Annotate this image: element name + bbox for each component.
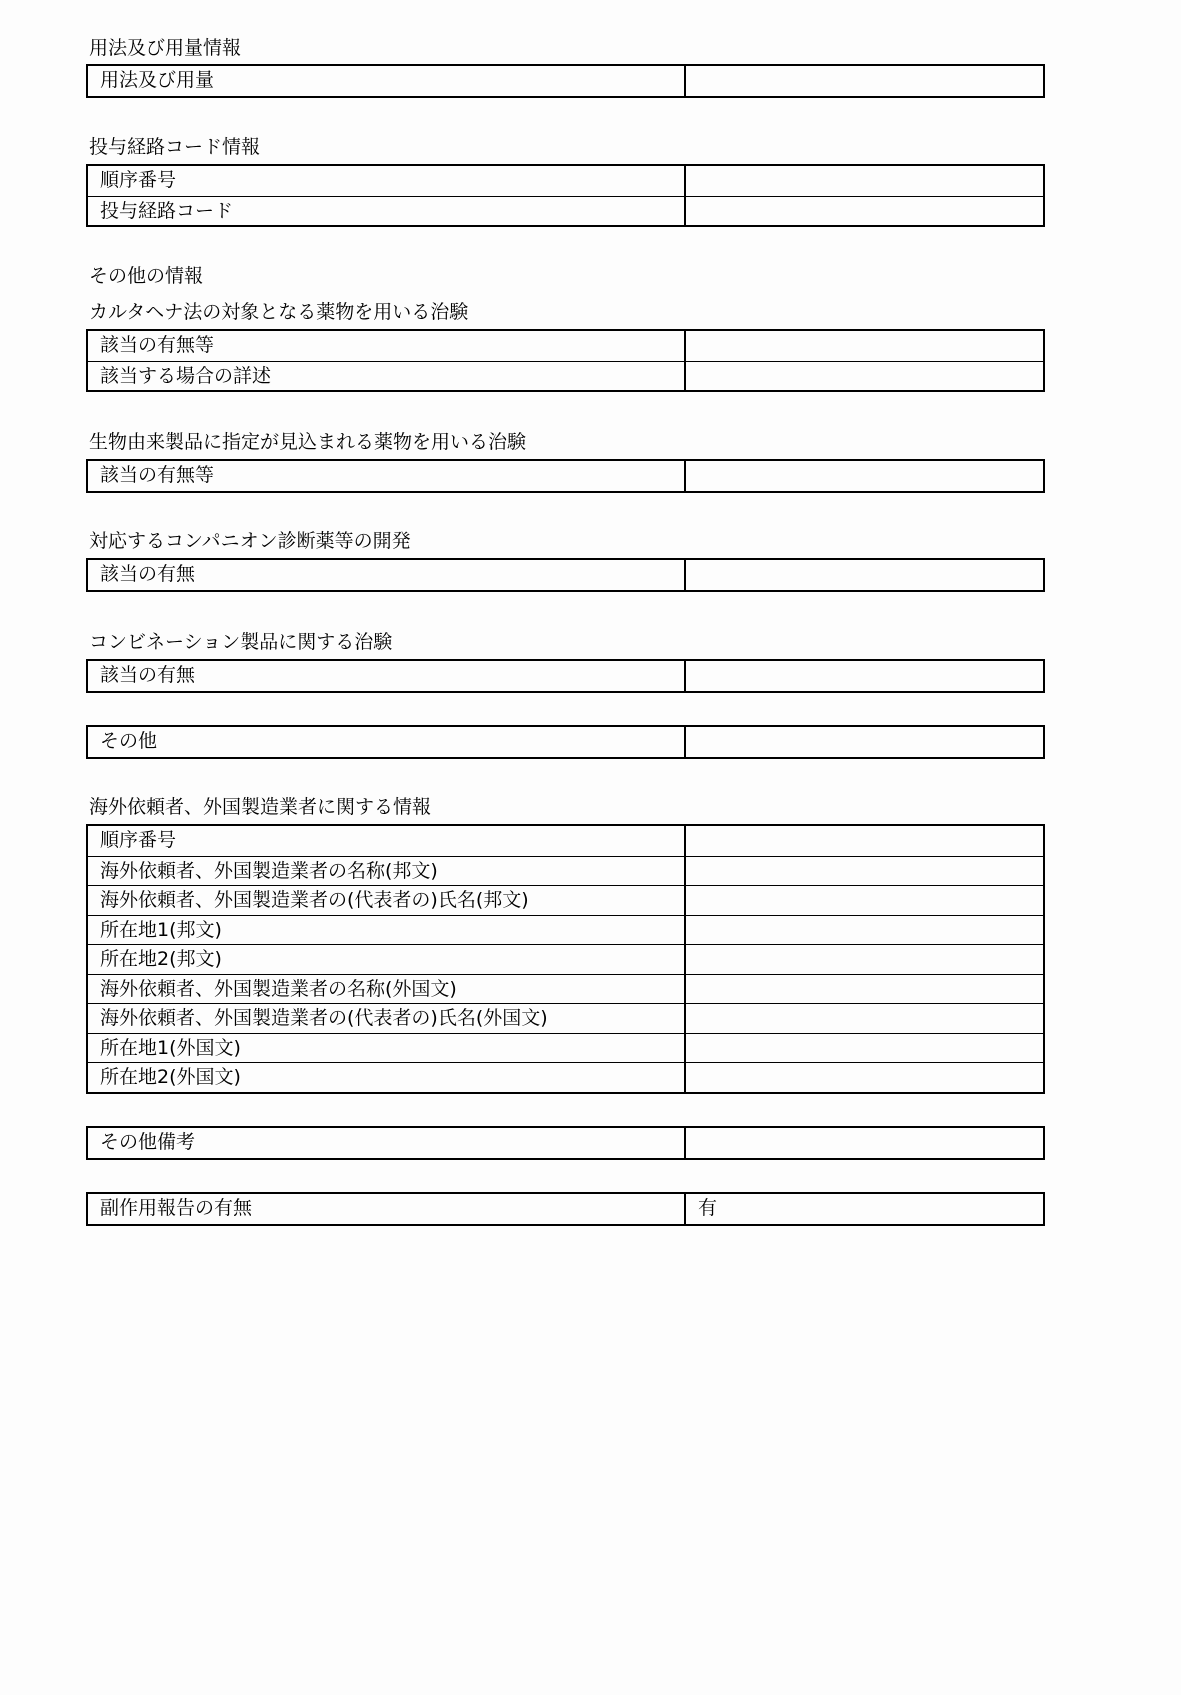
other-info-title: その他の情報 (89, 265, 204, 287)
row-label: 該当の有無 (88, 661, 686, 691)
table-row (88, 944, 1043, 974)
row-label: 用法及び用量 (88, 66, 686, 96)
row-value (686, 1034, 1043, 1063)
row-label: 海外依頼者、外国製造業者の(代表者の)氏名(外国文) (88, 1004, 686, 1033)
remarks-table (86, 1126, 1045, 1160)
table-row (88, 1033, 1043, 1063)
companion-title: 対応するコンパニオン診断薬等の開発 (89, 530, 411, 552)
combination-title: コンビネーション製品に関する治験 (89, 631, 393, 653)
route-code-info-title: 投与経路コード情報 (89, 136, 261, 158)
table-row (88, 196, 1043, 226)
adverse-report-table (86, 1192, 1045, 1226)
table-row (88, 885, 1043, 915)
row-value (686, 66, 1043, 96)
row-label: 所在地1(外国文) (88, 1034, 686, 1063)
table-row (88, 66, 1043, 96)
row-label: 所在地1(邦文) (88, 916, 686, 945)
table-row (88, 166, 1043, 196)
table-row (88, 856, 1043, 886)
cartagena-title: カルタヘナ法の対象となる薬物を用いる治験 (89, 301, 469, 323)
row-label: 順序番号 (88, 166, 686, 196)
overseas-table (86, 824, 1045, 1094)
row-label: 海外依頼者、外国製造業者の名称(邦文) (88, 857, 686, 886)
row-label: 所在地2(邦文) (88, 945, 686, 974)
row-label: その他備考 (88, 1128, 686, 1158)
row-label: 該当する場合の詳述 (88, 362, 686, 391)
row-value (686, 362, 1043, 391)
row-value (686, 945, 1043, 974)
cartagena-table (86, 329, 1045, 392)
table-row (88, 1062, 1043, 1092)
row-label: 投与経路コード (88, 197, 686, 226)
combination-table (86, 659, 1045, 693)
other-table (86, 725, 1045, 759)
row-value: 有 (698, 1197, 718, 1219)
route-code-table (86, 164, 1045, 227)
row-label: 該当の有無 (88, 560, 686, 590)
row-value (686, 916, 1043, 945)
table-row (88, 1003, 1043, 1033)
row-label: 海外依頼者、外国製造業者の(代表者の)氏名(邦文) (88, 886, 686, 915)
table-row (88, 331, 1043, 361)
row-value (686, 1063, 1043, 1092)
table-row (88, 461, 1043, 491)
companion-table (86, 558, 1045, 592)
row-label: 該当の有無等 (88, 461, 686, 491)
row-label: 副作用報告の有無 (88, 1194, 686, 1224)
table-row (88, 1128, 1043, 1158)
row-label: 所在地2(外国文) (88, 1063, 686, 1092)
table-row (88, 1194, 1043, 1224)
row-value (686, 886, 1043, 915)
row-value (686, 727, 1043, 757)
row-value (686, 857, 1043, 886)
row-label: 順序番号 (88, 826, 686, 856)
row-label: 海外依頼者、外国製造業者の名称(外国文) (88, 975, 686, 1004)
table-row (88, 661, 1043, 691)
row-label: その他 (88, 727, 686, 757)
row-value (686, 331, 1043, 361)
table-row (88, 727, 1043, 757)
table-row (88, 361, 1043, 391)
biological-title: 生物由来製品に指定が見込まれる薬物を用いる治験 (89, 431, 527, 453)
row-value (686, 166, 1043, 196)
row-value (686, 461, 1043, 491)
table-row (88, 826, 1043, 856)
biological-table (86, 459, 1045, 493)
usage-info-title: 用法及び用量情報 (89, 37, 242, 59)
row-label: 該当の有無等 (88, 331, 686, 361)
row-value (686, 197, 1043, 226)
usage-table (86, 64, 1045, 98)
row-value (686, 1128, 1043, 1158)
overseas-title: 海外依頼者、外国製造業者に関する情報 (89, 796, 432, 818)
table-row (88, 915, 1043, 945)
row-value (686, 975, 1043, 1004)
table-row (88, 560, 1043, 590)
row-value (686, 826, 1043, 856)
row-value (686, 661, 1043, 691)
table-row (88, 974, 1043, 1004)
row-value (686, 1004, 1043, 1033)
row-value (686, 560, 1043, 590)
